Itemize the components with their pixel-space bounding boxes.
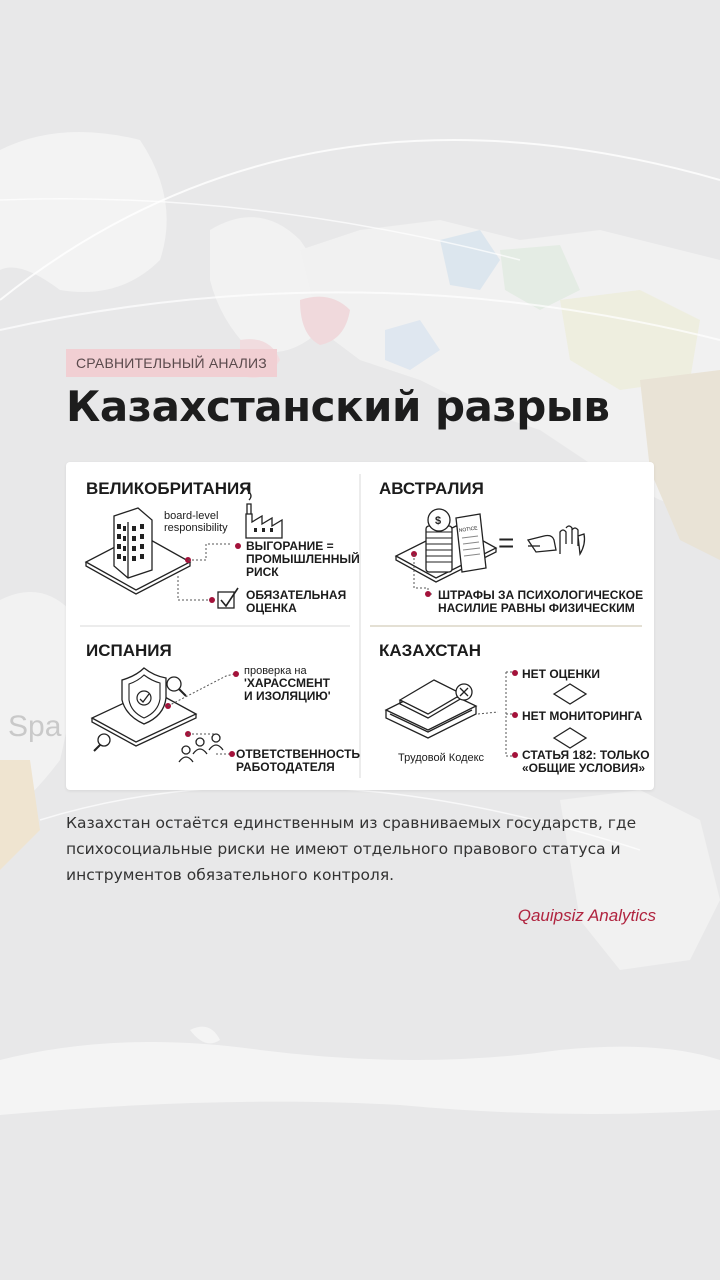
magnifier-icon-small	[94, 734, 110, 751]
uk-item1-line1: ВЫГОРАНИЕ =	[246, 539, 334, 553]
uk-connector-1	[188, 544, 232, 560]
uk-item1-dot	[235, 543, 241, 549]
kazakhstan-item3-line2: «ОБЩИЕ УСЛОВИЯ»	[522, 761, 645, 775]
panel-kazakhstan	[379, 641, 650, 775]
kazakhstan-connector-branches	[506, 672, 512, 756]
panel-australia-title: АВСТРАЛИЯ	[379, 479, 484, 498]
spain-item1-line3: И ИЗОЛЯЦИЮ'	[244, 689, 331, 703]
uk-note-line1: board-level	[164, 510, 219, 522]
spain-connector-2	[188, 734, 230, 754]
uk-note-line2: responsibility	[164, 522, 228, 534]
panel-australia	[379, 479, 643, 615]
category-tag: СРАВНИТЕЛЬНЫЙ АНАЛИЗ	[66, 349, 277, 377]
book-icon	[386, 680, 476, 738]
panel-spain	[86, 641, 360, 774]
kazakhstan-dot-2	[512, 712, 518, 718]
author-signature: Qauipsiz Analytics	[517, 906, 656, 925]
panel-spain-title: ИСПАНИЯ	[86, 641, 172, 660]
equals-sign: =	[498, 527, 515, 558]
kazakhstan-connector-trunk	[478, 672, 506, 756]
notice-document-icon	[456, 514, 486, 572]
australia-item-line1: ШТРАФЫ ЗА ПСИХОЛОГИЧЕСКОЕ	[438, 588, 644, 602]
spain-dot-4	[229, 751, 235, 757]
diamond-icon-1	[554, 684, 586, 704]
australia-item-line2: НАСИЛИЕ РАВНЫ ФИЗИЧЕСКИМ	[438, 601, 635, 615]
shield-icon	[92, 668, 196, 746]
kazakhstan-item2: НЕТ МОНИТОРИНГА	[522, 709, 643, 723]
hands-icon	[528, 526, 585, 554]
spain-dot-2	[233, 671, 239, 677]
uk-item2-dot	[209, 597, 215, 603]
uk-connector-2	[178, 576, 208, 600]
magnifier-icon	[167, 677, 186, 696]
labor-code-label: Трудовой Кодекс	[398, 752, 485, 764]
kazakhstan-dot-3	[512, 752, 518, 758]
comparison-diagram	[66, 462, 654, 790]
kazakhstan-item1: НЕТ ОЦЕНКИ	[522, 667, 601, 681]
spain-item1-line2: 'ХАРАССМЕНТ	[244, 676, 331, 690]
uk-item2-line2: ОЦЕНКА	[246, 601, 297, 615]
diamond-icon-2	[554, 728, 586, 748]
svg-text:$: $	[435, 515, 442, 527]
kazakhstan-dot-1	[512, 670, 518, 676]
comparison-card	[66, 462, 654, 790]
notice-label: NOTICE	[458, 525, 478, 534]
map-label: Spa	[8, 710, 62, 743]
checkbox-icon	[218, 588, 238, 608]
page-title: Казахстанский разрыв	[66, 382, 610, 431]
uk-item2-line1: ОБЯЗАТЕЛЬНАЯ	[246, 588, 347, 602]
summary-paragraph: Казахстан остаётся единственным из сравниваемых государств, где психосоциальные риски не имеют отдельного правового статуса и инструментов обязательного контроля.	[66, 814, 637, 884]
panel-uk	[86, 479, 360, 615]
kazakhstan-item3-line1: СТАТЬЯ 182: ТОЛЬКО	[522, 748, 650, 762]
panel-uk-title: ВЕЛИКОБРИТАНИЯ	[86, 479, 252, 498]
people-icon	[179, 734, 223, 762]
spain-item1-line1: проверка на	[244, 665, 307, 677]
spain-item2-line2: РАБОТОДАТЕЛЯ	[236, 760, 335, 774]
uk-item1-line3: РИСК	[246, 565, 279, 579]
spain-item2-line1: ОТВЕТСТВЕННОСТЬ	[236, 747, 361, 761]
uk-item1-line2: ПРОМЫШЛЕННЫЙ	[246, 552, 360, 566]
australia-dot-2	[425, 591, 431, 597]
panel-kazakhstan-title: КАЗАХСТАН	[379, 641, 481, 660]
